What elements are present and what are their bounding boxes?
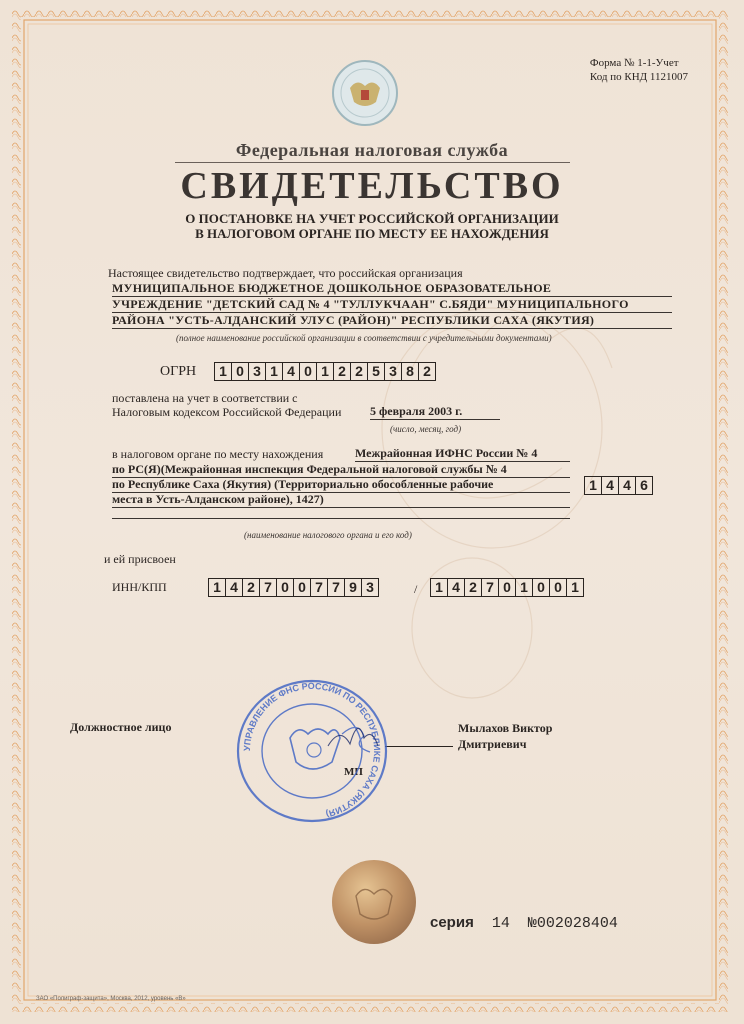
kpp-digit: 0 [550,579,567,596]
kpp-digits [430,578,584,597]
stamp-text: УПРАВЛЕНИЕ ФНС РОССИИ ПО РЕСПУБЛИКЕ САХА (ЯКУТИЯ) [241,680,383,820]
inn-digit: 7 [260,579,277,596]
org-name-line: УЧРЕЖДЕНИЕ "ДЕТСКИЙ САД № 4 "ТУЛЛУКЧААН" С.БЯДИ" МУНИЦИПАЛЬНОГО [112,297,672,313]
kpp-digit: 2 [465,579,482,596]
emblem-icon [330,58,400,128]
org-caption: (полное наименование российской организации в соответствии с учредительными документами) [176,333,552,343]
ogrn-digit: 0 [232,363,249,380]
form-number [590,56,688,84]
ogrn-digit: 1 [317,363,334,380]
tax-authority-line: места в Усть-Алданском районе), 1427) [112,492,570,508]
kpp-digit: 0 [533,579,550,596]
date-caption: (число, месяц, год) [390,424,462,434]
printer-imprint: ЗАО «Полиграф-защита», Москва, 2012, уровень «В» [36,996,186,1002]
subtitle-line: В НАЛОГОВОМ ОРГАНЕ ПО МЕСТУ ЕЕ НАХОЖДЕНИЯ [195,226,549,241]
tax-code-digit: 1 [585,477,602,494]
kpp-digit: 0 [499,579,516,596]
document-title: СВИДЕТЕЛЬСТВО [180,165,564,207]
ogrn-digits [214,362,436,381]
inn-digit: 0 [277,579,294,596]
official-label: Должностное лицо [70,720,172,734]
hologram-seal-icon [330,858,418,946]
ogrn-digit: 2 [334,363,351,380]
registration-date: 5 февраля 2003 г. [370,404,500,420]
series-value: 14 [491,915,510,932]
mp-mark: МП [344,766,363,778]
inn-digit: 1 [209,579,226,596]
tax-authority-line: по Республике Саха (Якутия) (Территориально обособленные рабочие [112,477,570,493]
inn-kpp-label: ИНН/КПП [112,580,167,594]
tax-authority-code [584,476,653,495]
ogrn-digit: 5 [368,363,385,380]
kpp-digit: 1 [431,579,448,596]
ogrn-digit: 2 [351,363,368,380]
document-subtitle [0,211,744,241]
inn-digits [208,578,379,597]
org-name-line: РАЙОНА "УСТЬ-АЛДАНСКИЙ УЛУС (РАЙОН)" РЕСПУБЛИКИ САХА (ЯКУТИЯ) [112,313,672,329]
intro-text: Настоящее свидетельство подтверждает, что российская организация [108,266,463,280]
kpp-digit: 7 [482,579,499,596]
inn-kpp-separator: / [414,582,418,596]
ogrn-digit: 3 [249,363,266,380]
ogrn-digit: 0 [300,363,317,380]
tax-authority-blank-line [112,506,570,519]
tax-code-digit: 4 [619,477,636,494]
knd-code: Код по КНД 1121007 [589,71,688,83]
inn-digit: 7 [311,579,328,596]
inn-digit: 7 [328,579,345,596]
ogrn-digit: 3 [385,363,402,380]
ogrn-digit: 1 [266,363,283,380]
kpp-digit: 4 [448,579,465,596]
kpp-digit: 1 [516,579,533,596]
subtitle-line: О ПОСТАНОВКЕ НА УЧЕТ РОССИЙСКОЙ ОРГАНИЗАЦИИ [185,211,559,226]
official-patronymic: Дмитриевич [458,737,527,751]
serial-number [430,914,618,932]
inn-digit: 4 [226,579,243,596]
tax-authority-line: Межрайонная ИФНС России № 4 [355,446,570,462]
inn-digit: 9 [345,579,362,596]
tax-code-digit: 4 [602,477,619,494]
ogrn-digit: 8 [402,363,419,380]
registration-line: поставлена на учет в соответствии с [112,391,298,405]
tax-authority-label: в налоговом органе по месту нахождения [112,447,324,461]
service-name: Федеральная налоговая служба [235,140,509,160]
tax-code-digit: 6 [640,477,648,493]
inn-digit: 2 [243,579,260,596]
inn-digit: 3 [366,579,374,595]
inn-digit: 0 [294,579,311,596]
tax-authority-caption: (наименование налогового органа и его код) [244,530,412,540]
title-rule [175,162,570,163]
kpp-digit: 1 [571,579,579,595]
series-label: серия [430,914,474,931]
official-name: Мылахов Виктор [458,721,553,735]
form-line: Форма № 1-1-Учет [589,57,679,69]
ogrn-label: ОГРН [160,364,197,379]
signature-line [385,746,453,747]
ogrn-digit: 4 [283,363,300,380]
registration-line: Налоговым кодексом Российской Федерации [112,405,342,419]
document-number: №002028404 [527,915,618,932]
official-stamp [232,676,392,826]
ogrn-digit: 2 [423,363,431,379]
ogrn-digit: 1 [215,363,232,380]
assigned-label: и ей присвоен [104,552,176,566]
org-name-line: МУНИЦИПАЛЬНОЕ БЮДЖЕТНОЕ ДОШКОЛЬНОЕ ОБРАЗОВАТЕЛЬНОЕ [112,281,672,297]
tax-authority-line: по РС(Я)(Межрайонная инспекция Федеральной налоговой службы № 4 [112,462,570,478]
